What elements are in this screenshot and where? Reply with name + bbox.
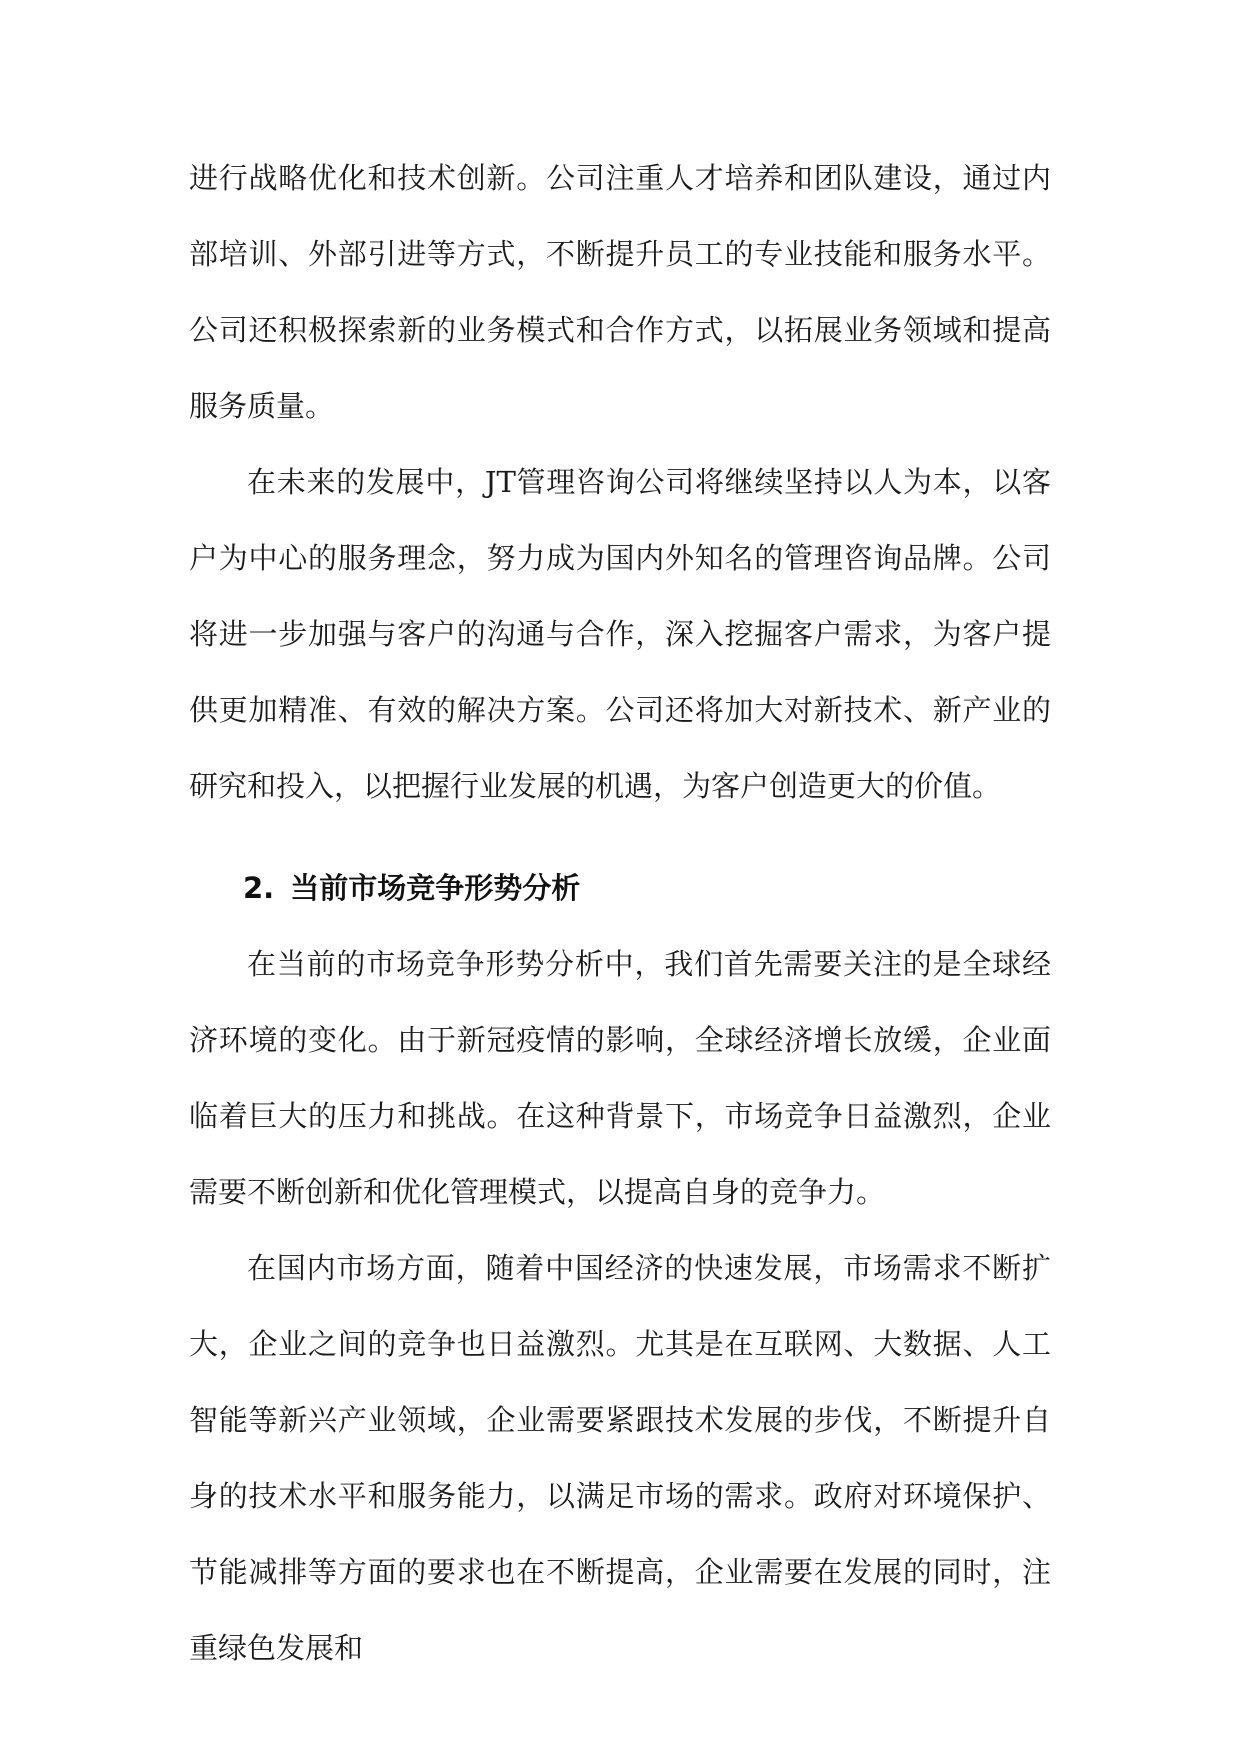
paragraph-global-economy: 在当前的市场竞争形势分析中，我们首先需要关注的是全球经济环境的变化。由于新冠疫情的影响，全球经济增长放缓，企业面临着巨大的压力和挑战。在这种背景下，市场竞争日益激烈，企业需要不断创新和优化管理模式，以提高自身的竞争力。 [189, 947, 1051, 1209]
paragraph-domestic-market: 在国内市场方面，随着中国经济的快速发展，市场需求不断扩大，企业之间的竞争也日益激烈。尤其是在互联网、大数据、人工智能等新兴产业领域，企业需要紧跟技术发展的步伐，不断提升自身的技术水平和服务能力，以满足市场的需求。政府对环境保护、节能减排等方面的要求也在不断提高，企业需要在发展的同时，注重绿色发展和 [189, 1251, 1051, 1665]
section-number: 2. [243, 871, 275, 905]
paragraph-future-development: 在未来的发展中，JT管理咨询公司将继续坚持以人为本，以客户为中心的服务理念，努力成为国内外知名的管理咨询品牌。公司将进一步加强与客户的沟通与合作，深入挖掘客户需求，为客户提供更加精准、有效的解决方案。公司还将加大对新技术、新产业的研究和投入，以把握行业发展的机遇，为客户创造更大的价值。 [189, 465, 1051, 803]
paragraph-strategy-optimization: 进行战略优化和技术创新。公司注重人才培养和团队建设，通过内部培训、外部引进等方式，不断提升员工的专业技能和服务水平。公司还积极探索新的业务模式和合作方式，以拓展业务领域和提高服务质量。 [189, 161, 1051, 423]
document-body [189, 140, 1051, 1686]
section-title: 当前市场竞争形势分析 [290, 871, 581, 905]
section-heading [189, 850, 1051, 926]
